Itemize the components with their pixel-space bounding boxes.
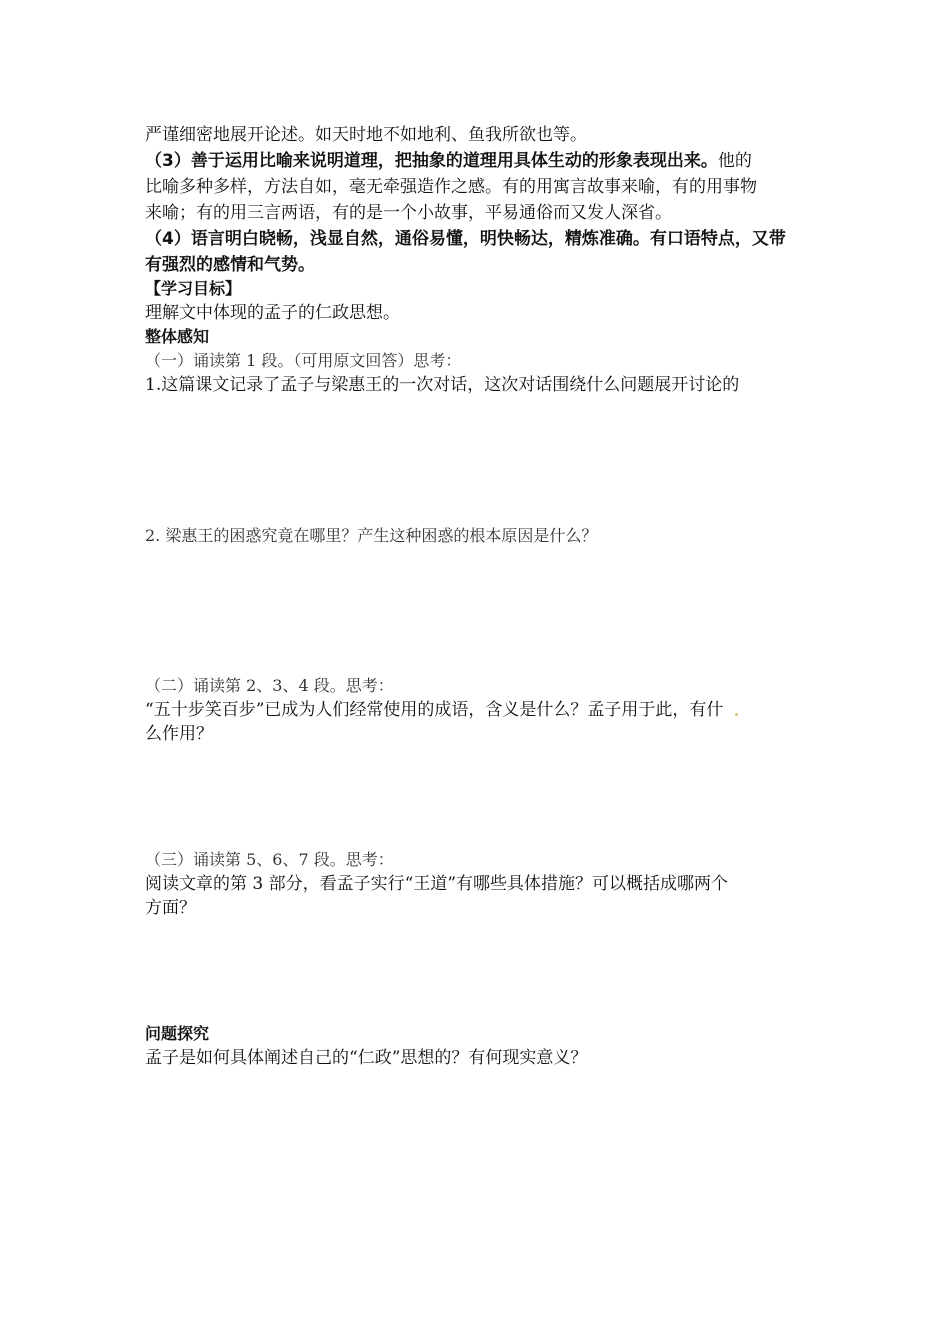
- question-3-line-1: “五十步笑百步”已成为人们经常使用的成语，含义是什么？孟子用于此，有什: [145, 700, 724, 720]
- point-3-line-2: 比喻多种多样，方法自如，毫无牵强造作之感。有的用寓言故事来喻，有的用事物: [145, 177, 757, 197]
- overall-perception-heading: 整体感知: [145, 327, 210, 346]
- intro-line-1: 严谨细密地展开论述。如天时地不如地利、鱼我所欲也等。: [145, 125, 587, 145]
- question-4-line-2: 方面？: [145, 898, 196, 918]
- learning-goals-text: 理解文中体现的孟子的仁政思想。: [145, 303, 400, 323]
- point-3-tail: 他的: [717, 151, 752, 171]
- point-3-line-3: 来喻；有的用三言两语，有的是一个小故事，平易通俗而又发人深省。: [145, 203, 672, 223]
- question-3-line-2: 么作用？: [145, 724, 213, 744]
- point-4-line-1: （4）语言明白晓畅，浅显自然，通俗易懂，明快畅达，精炼准确。有口语特点，又带: [145, 229, 786, 249]
- section-2-prompt: （二）诵读第 2、3、4 段。思考：: [145, 676, 394, 695]
- question-4-line-1: 阅读文章的第 3 部分，看孟子实行“王道”有哪些具体措施？可以概括成哪两个: [145, 874, 729, 894]
- question-1: 1.这篇课文记录了孟子与梁惠王的一次对话，这次对话围绕什么问题展开讨论的: [145, 375, 740, 395]
- exploration-question: 孟子是如何具体阐述自己的“仁政”思想的？有何现实意义？: [145, 1048, 588, 1068]
- learning-goals-heading: 【学习目标】: [145, 279, 242, 298]
- point-3-first-line: [145, 148, 815, 174]
- section-3-prompt: （三）诵读第 5、6、7 段。思考：: [145, 850, 394, 869]
- ink-speck: [735, 713, 738, 716]
- problem-exploration-heading: 问题探究: [145, 1024, 210, 1043]
- point-4-line-2: 有强烈的感情和气势。: [145, 255, 315, 275]
- question-2: 2. 梁惠王的困惑究竟在哪里？产生这种困惑的根本原因是什么？: [145, 526, 598, 545]
- point-3-statement: （3）善于运用比喻来说明道理，把抽象的道理用具体生动的形象表现出来。: [145, 151, 718, 171]
- section-1-prompt: （一）诵读第 1 段。（可用原文回答）思考：: [145, 351, 462, 370]
